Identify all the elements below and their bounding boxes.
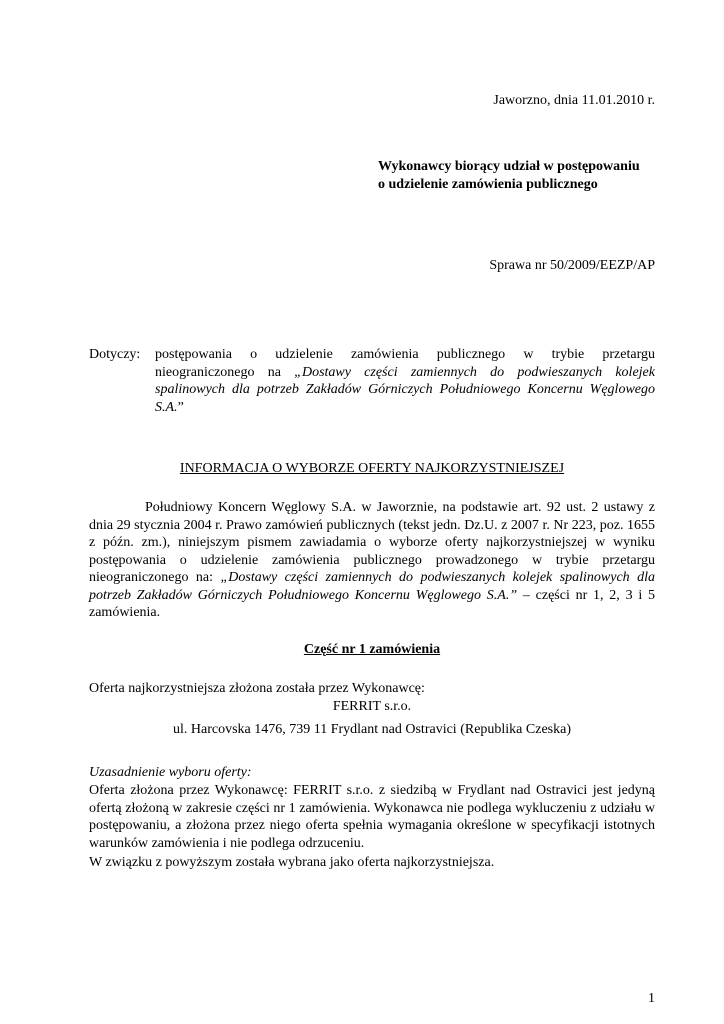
main-paragraph-italic: „Dostawy części zamiennych do podwieszanych kolejek spalinowych dla potrzeb Zakładów Górniczych Południowego Koncernu Węglowego S.A.” <box>89 570 655 603</box>
subject-text-italic: „Dostawy części zamiennych do podwieszanych kolejek spalinowych dla potrzeb Zakładów Górniczych Południowego Koncernu Węglowego S.A. <box>155 364 655 415</box>
page-number: 1 <box>648 991 655 1006</box>
conclusion: W związku z powyższym została wybrana jako oferta najkorzystniejsza. <box>89 855 495 870</box>
subject-text <box>155 346 655 416</box>
subject-text-plain: postępowania o udzielenie zamówienia publicznego w trybie przetargu nieograniczonego na <box>155 347 655 380</box>
recipient-line-2: o udzielenie zamówienia publicznego <box>378 176 598 192</box>
section-heading-part-1: Część nr 1 zamówienia <box>303 642 441 657</box>
contractor-name: FERRIT s.r.o. <box>332 699 412 714</box>
offer-intro: Oferta najkorzystniejsza złożona została przez Wykonawcę: <box>89 681 425 696</box>
justification-text: Oferta złożona przez Wykonawcę: FERRIT s.r.o. z siedzibą w Frydlant nad Ostravici jest jedyną ofertą złożoną w zakresie części nr 1 zamówienia. Wykonawca nie podlega wykluczeniu z udziału w postępowaniu, a złożona przez niego oferta spełnia wymagania określone w specyfikacji istotnych warunków zamówienia i nie podlega odrzuceniu. <box>89 783 655 851</box>
main-paragraph-part1: Południowy Koncern Węglowy S.A. w Jaworznie, na podstawie art. 92 ust. 2 ustawy z dnia 29 stycznia 2004 r. Prawo zamówień publicznych (tekst jedn. Dz.U. z 2007 r. Nr 223, poz. 1655 z późn. zm.), niniejszym pismem zawiadamia o wyborze oferty najkorzystniejszej w wyniku postępowania o udzielenie zamówienia publicznego prowadzonego w trybie przetargu nieograniczonego na: <box>89 500 655 585</box>
justification-label: Uzasadnienie wyboru oferty: <box>89 765 252 780</box>
subject-label: Dotyczy: <box>89 347 141 362</box>
main-paragraph-part2: – części nr 1, 2, 3 i 5 zamówienia. <box>89 587 655 620</box>
document-date: Jaworzno, dnia 11.01.2010 r. <box>493 93 655 108</box>
recipient-line-1: Wykonawcy biorący udział w postępowaniu <box>378 159 640 174</box>
document-title: INFORMACJA O WYBORZE OFERTY NAJKORZYSTNIEJSZEJ <box>179 461 565 476</box>
recipient-block <box>378 158 640 193</box>
subject-text-end: ” <box>177 399 184 415</box>
main-paragraph <box>89 499 655 622</box>
contractor-address: ul. Harcovska 1476, 739 11 Frydlant nad Ostravici (Republika Czeska) <box>172 722 571 737</box>
case-number: Sprawa nr 50/2009/EEZP/AP <box>489 258 655 273</box>
